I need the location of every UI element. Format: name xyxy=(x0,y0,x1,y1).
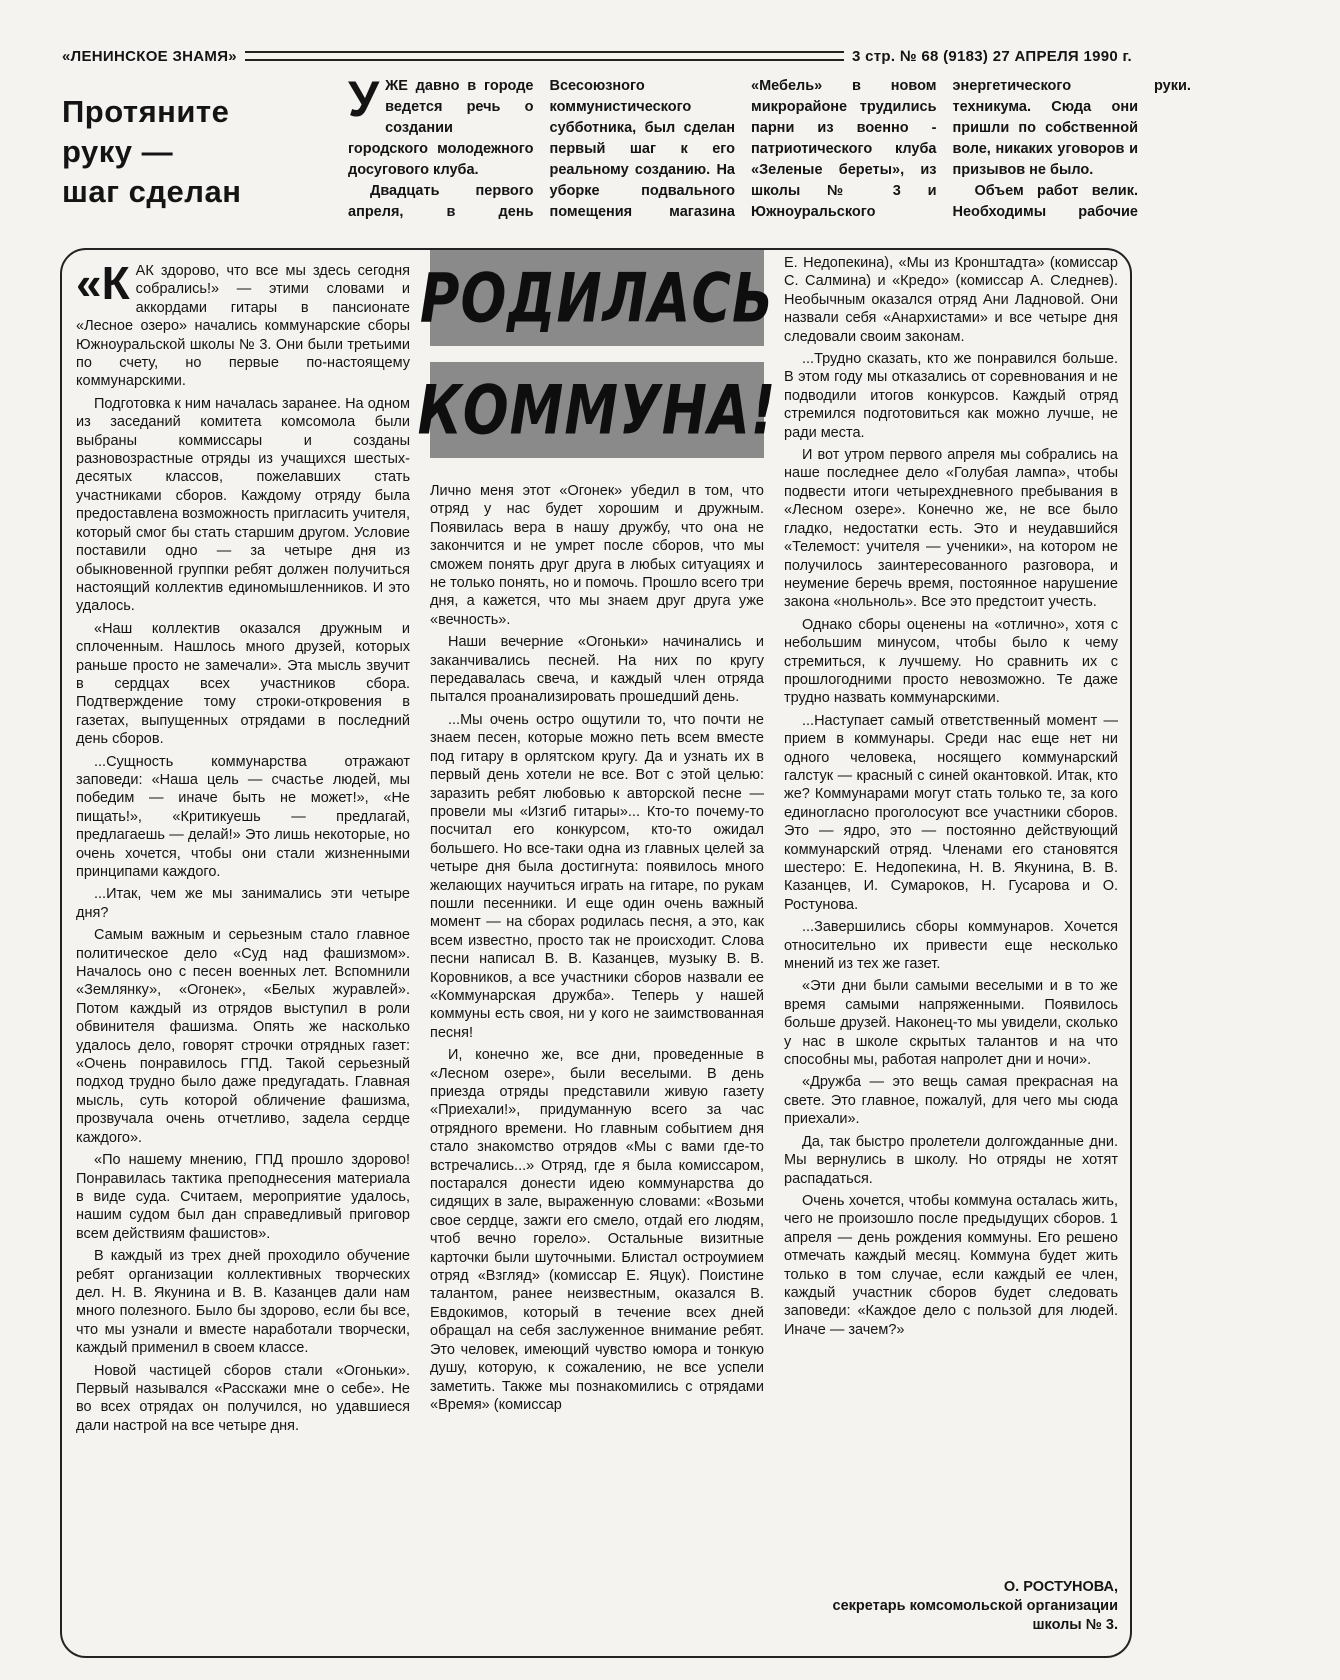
article-paragraph: «Дружба — это вещь самая прекрасная на свете. Это главное, пожалуй, для чего мы сюда приехали». xyxy=(784,1074,1118,1128)
article-paragraph: Очень хочется, чтобы коммуна осталась жить, чего не произошло после предыдущих сборов. 1 апреля — день рождения коммуны. Его решено отмечать каждый месяц. Коммуна будет жить только в том случае, если каждый ее член, каждый участник сборов будет следовать заповеди: «Каждое дело с пользой для людей. Иначе — зачем?» xyxy=(784,1192,1118,1338)
article-paragraph: «Наш коллектив оказался дружным и сплоченным. Нашлось много друзей, которых раньше просто не замечали». Эта мысль звучит в сердцах всех участников сбора. Подтверждение тому строки-откровения в газетах, выпущенных отрядами в последний день сборов. xyxy=(76,620,410,748)
article-paragraph: Однако сборы оценены на «отлично», хотя с небольшим минусом, чтобы было к чему стремиться, к лучшему. Но сравнить их с прошлогодними просто невозможно. Те даже трудно назвать коммунарскими. xyxy=(784,616,1118,707)
article-title-box-2 xyxy=(417,362,777,458)
article-paragraph: И вот утром первого апреля мы собрались на наше последнее дело «Голубая лампа», чтобы подвести итоги четырехдневного пребывания в «Лесном озере». Конечно же, не все было гладко, недостатки есть. Это и неудавшийся «Телемост: учителя — ученики», на котором не получилось заинтересованного разговора, и неумение беречь время, постоянное нарушение закона «нольноль». Все это предстоит учесть. xyxy=(784,447,1118,611)
article-column-1 xyxy=(76,257,410,1647)
intro-headline xyxy=(62,92,332,212)
issue-info: 3 стр. № 68 (9183) 27 АПРЕЛЯ 1990 г. xyxy=(852,47,1132,65)
headline-line-3: шаг сделан xyxy=(62,174,242,209)
article-paragraph: «По нашему мнению, ГПД прошло здорово! Понравилась тактика преподнесения материала в виде суда. Считаем, мероприятие удалось, нашим судом был дан справедливый приговор всем действиям фашистов». xyxy=(76,1152,410,1242)
author-signature xyxy=(784,1578,1118,1635)
intro-dropcap: У xyxy=(348,71,380,127)
article-paragraph: В каждый из трех дней проходило обучение ребят организации коллективных творческих дел. Н. В. Якунина и В. В. Казанцев дали нам много полезного. Было бы здорово, если бы все, что мы узнали и вместе наработали творчески, каждый применил в своем классе. xyxy=(76,1248,410,1357)
article-paragraph: И, конечно же, все дни, проведенные в «Лесном озере», были веселыми. В день приезда отряды представили живую газету «Приехали!», придуманную всего за час отрядного времени. Но главным событием дня стало знакомство отрядов «Мы с вами где-то встречались...» Отряд, где я была комиссаром, постарался донести идею коммунарства до сидящих в зале, выраженную словами: «Возьми свое сердце, зажги его смело, отдай его людям, чтоб вечно горело». Остальные визитные карточки были шуточными. Блистал остроумием отряд «Взгляд» (комиссар Е. Яцук). Поистине талантом, ранее неизвестным, оказался В. Евдокимов, который в течение всех дней обращал на себя заслуженное внимание ребят. Это человек, имеющий чувство юмора и тонкую душу, которую, к сожалению, не все успели заметить. Также мы познакомились с отрядами «Время» (комиссар xyxy=(430,1047,764,1413)
article-paragraph: Да, так быстро пролетели долгожданные дни. Мы вернулись в школу. Но отряды не хотят распадаться. xyxy=(784,1133,1118,1187)
article-paragraph: Новой частицей сборов стали «Огоньки». Первый назывался «Расскажи мне о себе». Не во всех отрядах он получился, но удавшиеся дали настрой на все четыре дня. xyxy=(76,1362,410,1434)
article-column-2 xyxy=(430,482,764,1647)
newspaper-name: «ЛЕНИНСКОЕ ЗНАМЯ» xyxy=(62,47,237,65)
article-paragraph: Наши вечерние «Огоньки» начинались и заканчивались песней. На них по кругу передавалась свеча, и каждый член отряда пытался проанализировать прошедший день. xyxy=(430,634,764,706)
author-role: секретарь комсомольской организации школы № 3. xyxy=(832,1598,1118,1633)
article-column-3 xyxy=(784,254,1118,1624)
article-paragraph: ...Итак, чем же мы занимались эти четыре дня? xyxy=(76,886,410,921)
intro-paragraph: УЖЕ давно в городе ведется речь о создании городского молодежного досугового клуба. xyxy=(348,71,534,178)
masthead xyxy=(62,44,1132,68)
article-paragraph: ...Наступает самый ответственный момент — прием в коммунары. Среди нас еще нет ни одного человека, носящего коммунарский галстук — красный с синей окантовкой. Итак, кто же? Коммунарами могут стать только те, за кого единогласно проголосуют все участники сборов. Это — ядро, это — постоянно действующий коммунарский отряд. Членами его становятся шестеро: Е. Недопекина, Н. В. Якунина, В. В. Казанцев, И. Сумароков, Н. Гусарова и О. Ростунова. xyxy=(784,712,1118,913)
article-paragraph: ...Мы очень остро ощутили то, что почти не знаем песен, которые можно петь всем вместе под гитару в орлятском кругу. Да и узнать их в первый день хотели не все. Вот с этой целью: заразить ребят любовью к авторской песне — провели мы «Изгиб гитары»... Кто-то почему-то посчитал его конкурсом, кто-то ожидал большего. Но все-таки одна из главных целей за четыре дня была достигнута: появилось много желающих научиться играть на гитаре, по рукам пошли песенники. И еще один очень важный момент — на сборах родилась песня, а это, как всем известно, просто так не происходит. Слова песни написал В. В. Казанцев, музыку В. В. Коровников, а все участники сборов назвали ее «Коммунарская дружба». Теперь у нашей коммуны есть своя, ни у кого не заимствованная песня! xyxy=(430,711,764,1041)
headline-line-2: руку — xyxy=(62,134,174,169)
intro-paragraph: Объем работ велик. Необходимы рабочие руки. xyxy=(952,78,1191,220)
article-dropcap: «К xyxy=(76,257,130,309)
article-paragraph: ...Сущность коммунарства отражают заповеди: «Наша цель — счастье людей, мы победим — иначе быть не может!», «Не пищать!», «Критикуешь — предлагай, предлагаешь — делай!» Это лишь некоторые, но очень хочется, чтобы они стали жизненными принципами каждого. xyxy=(76,753,410,880)
article-title-line-2: КОММУНА! xyxy=(417,370,777,450)
article-paragraph: ...Трудно сказать, кто же понравился больше. В этом году мы отказались от соревнования и не подводили итогов конкурсов. Каждый отряд стремился подготовиться как можно лучше, не ради места. xyxy=(784,351,1118,441)
masthead-rule xyxy=(245,51,844,61)
headline-line-1: Протяните xyxy=(62,94,230,129)
author-name: О. РОСТУНОВА, xyxy=(1003,1579,1118,1595)
article-paragraph: Лично меня этот «Огонек» убедил в том, что отряд у нас будет хорошим и дружным. Появилась вера в нашу дружбу, что она не закончится и не умрет после сборов, что мы сможем понять друг друга в любых ситуациях и не только понять, но и помочь. Прошло всего три дня, а кажется, что мы знаем друг друга уже «вечность». xyxy=(430,483,764,628)
article-paragraph: «КАК здорово, что все мы здесь сегодня собрались!» — этими словами и аккордами гитары в пансионате «Лесное озеро» начались коммунарские сборы Южноуральской школы № 3. Они были третьими по счету, но первые по-настоящему коммунарскими. xyxy=(76,257,410,390)
article-title-line-1: РОДИЛАСЬ xyxy=(419,258,775,338)
article-title-box-1 xyxy=(419,250,775,346)
article-paragraph: Подготовка к ним началась заранее. На одном из заседаний комитета комсомола были выбраны коммиссары и созданы разновозрастные отряды из учащихся шестых-десятых классов, пожелавших стать участниками сборов. Каждому отряду была предоставлена возможность пригласить учителя, который смог бы стать старшим другом. Условие поставили одно — за четыре дня из обыкновенной группки ребят должен получиться настоящий коллектив единомышленников. И это удалось. xyxy=(76,395,410,615)
article-paragraph: ...Завершились сборы коммунаров. Хочется относительно их привести еще несколько мнений из тех же газет. xyxy=(784,919,1118,973)
article-paragraph: Е. Недопекина), «Мы из Кронштадта» (комиссар С. Салмина) и «Кредо» (комиссар А. Следнев). Необычным оказался отряд Ани Ладновой. Они назвали себя «Анархистами» и все четыре дня следовали своим законам. xyxy=(784,255,1118,345)
article-paragraph: Самым важным и серьезным стало главное политическое дело «Суд над фашизмом». Началось оно с песен военных лет. Вспомнили «Землянку», «Огонек», «Белых журавлей». Потом каждый из отрядов выступил в роли обвинителя фашизма. Опять же насколько удалось дело, говорят строчки отрядных газет: «Очень понравилось ГПД. Такой серьезный подход трудно было даже предугадать. Главная мысль, суть которой обличение фашизма, прозвучала очень отчетливо, задела сердце каждого». xyxy=(76,927,410,1146)
article-paragraph: «Эти дни были самыми веселыми и в то же время самыми напряженными. Появилось больше друзей. Наконец-то мы увидели, сколько у нас в школе скрытых талантов и на что способны мы, работая напролет дни и ночи». xyxy=(784,978,1118,1069)
intro-paragraph: Двадцать первого апреля, в день Всесоюзного коммунистического субботника, был сделан первый шаг к его реальному созданию. На уборке подвального помещения магазина «Мебель» в новом микрорайоне трудились парни из военно - патриотического клуба «Зеленые береты», из школы № 3 и Южноуральского энергетического техникума. Сюда они пришли по собственной воле, никаких уговоров и призывов не было. xyxy=(348,78,1138,220)
intro-text xyxy=(348,71,1191,234)
